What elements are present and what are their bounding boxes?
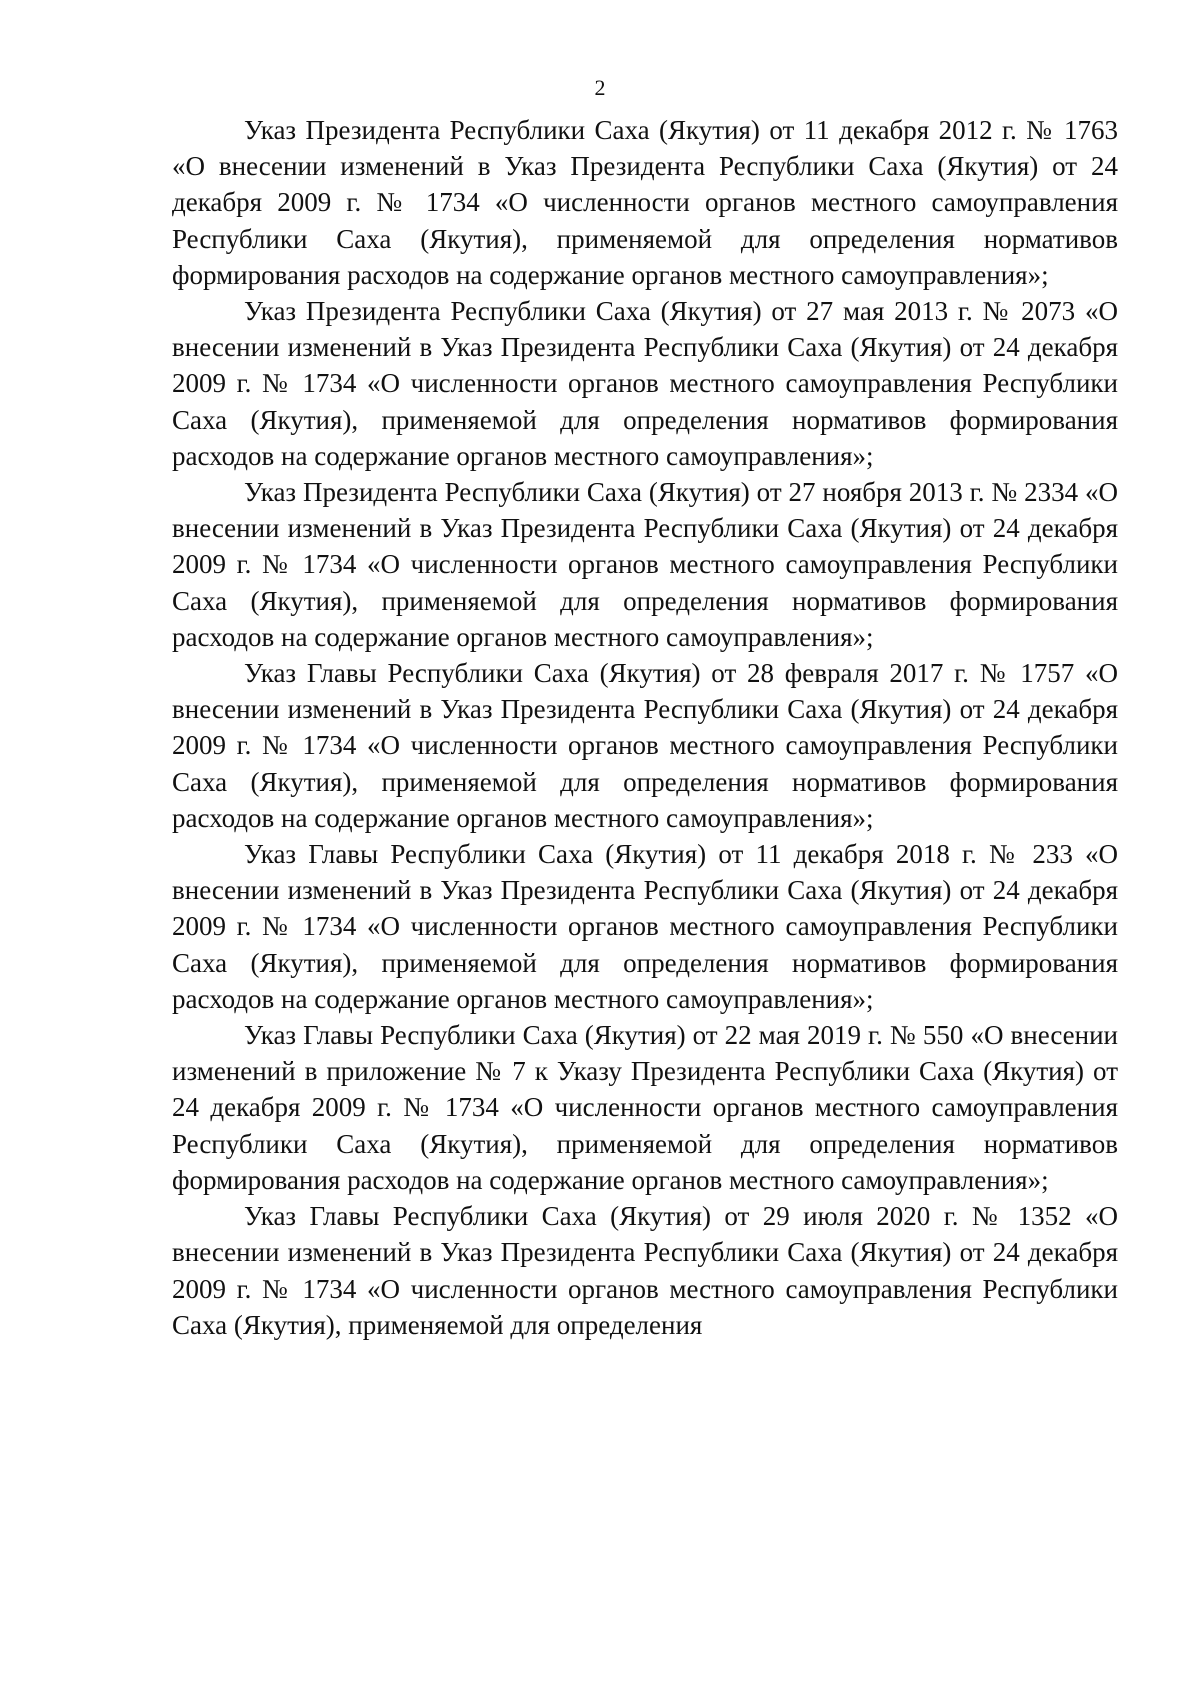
decree-paragraph: Указ Главы Республики Саха (Якутия) от 11 декабря 2018 г. № 233 «О внесении изменений в Указ Президента Республики Саха (Якутия) от 24 декабря 2009 г. № 1734 «О численности органов местного самоуправления Республики Саха (Якутия), применяемой для определения нормативов формирования расходов на содержание органов местного самоуправления»; — [172, 839, 1118, 1014]
decree-paragraph: Указ Президента Республики Саха (Якутия) от 11 декабря 2012 г. № 1763 «О внесении изменений в Указ Президента Республики Саха (Якутия) от 24 декабря 2009 г. № 1734 «О численности органов местного самоуправления Республики Саха (Якутия), применяемой для определения нормативов формирования расходов на содержание органов местного самоуправления»; — [172, 115, 1118, 290]
decree-paragraph: Указ Главы Республики Саха (Якутия) от 28 февраля 2017 г. № 1757 «О внесении изменений в Указ Президента Республики Саха (Якутия) от 24 декабря 2009 г. № 1734 «О численности органов местного самоуправления Республики Саха (Якутия), применяемой для определения нормативов формирования расходов на содержание органов местного самоуправления»; — [172, 658, 1118, 833]
decree-paragraph: Указ Президента Республики Саха (Якутия) от 27 ноября 2013 г. № 2334 «О внесении изменений в Указ Президента Республики Саха (Якутия) от 24 декабря 2009 г. № 1734 «О численности органов местного самоуправления Республики Саха (Якутия), применяемой для определения нормативов формирования расходов на содержание органов местного самоуправления»; — [172, 477, 1118, 652]
document-body — [172, 112, 1118, 1343]
decree-paragraph: Указ Главы Республики Саха (Якутия) от 22 мая 2019 г. № 550 «О внесении изменений в приложение № 7 к Указу Президента Республики Саха (Якутия) от 24 декабря 2009 г. № 1734 «О численности органов местного самоуправления Республики Саха (Якутия), применяемой для определения нормативов формирования расходов на содержание органов местного самоуправления»; — [172, 1020, 1118, 1195]
decree-paragraph: Указ Президента Республики Саха (Якутия) от 27 мая 2013 г. № 2073 «О внесении изменений в Указ Президента Республики Саха (Якутия) от 24 декабря 2009 г. № 1734 «О численности органов местного самоуправления Республики Саха (Якутия), применяемой для определения нормативов формирования расходов на содержание органов местного самоуправления»; — [172, 296, 1118, 471]
page-number: 2 — [594, 75, 606, 100]
decree-paragraph: Указ Главы Республики Саха (Якутия) от 29 июля 2020 г. № 1352 «О внесении изменений в Указ Президента Республики Саха (Якутия) от 24 декабря 2009 г. № 1734 «О численности органов местного самоуправления Республики Саха (Якутия), применяемой для определения — [172, 1201, 1118, 1340]
